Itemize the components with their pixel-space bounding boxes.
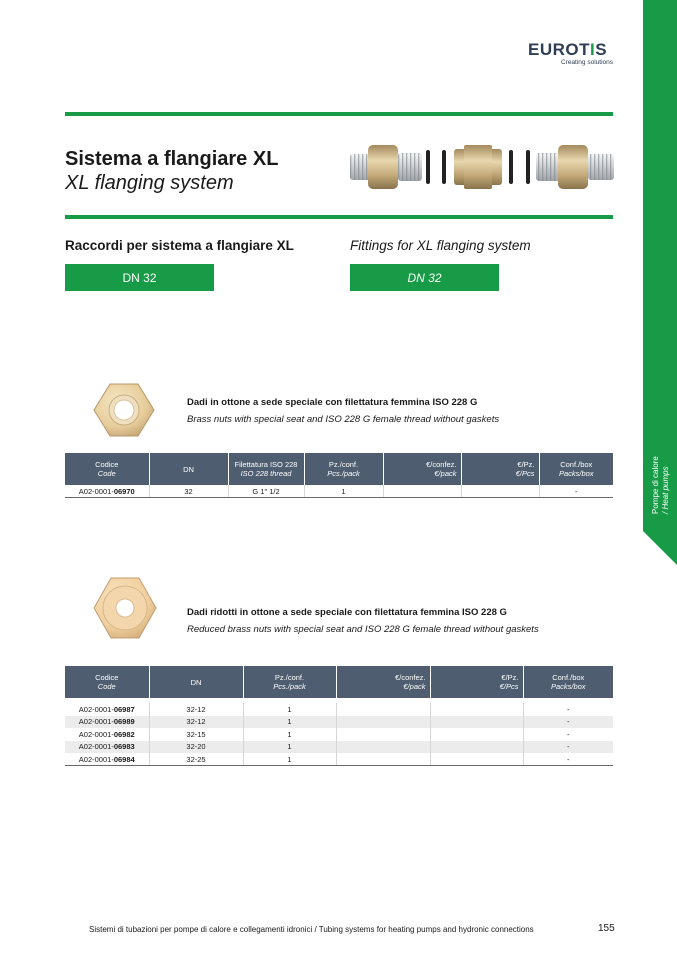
cell-price-pack — [336, 716, 430, 729]
cell-code: A02-0001-06982 — [65, 728, 149, 741]
table-row — [65, 753, 613, 766]
col-code: Codice Code — [65, 453, 149, 485]
col-packs-box: Conf./box Packs/box — [539, 453, 613, 485]
brand-logo — [528, 40, 618, 66]
table-row — [65, 485, 613, 498]
logo-wordmark: EUROTIS — [528, 40, 608, 59]
col-price-pcs: €/Pz. €/Pcs — [461, 453, 539, 485]
cell-price-pack — [336, 703, 430, 716]
table-row — [65, 728, 613, 741]
cell-dn: 32-25 — [149, 753, 243, 766]
cell-pcs: 1 — [243, 716, 336, 729]
side-category-label — [650, 444, 674, 516]
cell-code: A02-0001-06987 — [65, 703, 149, 716]
col-price-pack: €/confez. €/pack — [336, 666, 430, 698]
reduced-brass-nut-image — [92, 575, 158, 641]
cell-dn: 32-15 — [149, 728, 243, 741]
col-pcs-pack: Pz./conf. Pcs./pack — [304, 453, 383, 485]
cell-pcs: 1 — [304, 485, 383, 498]
cell-price-pack — [336, 728, 430, 741]
col-dn: DN — [149, 453, 228, 485]
cell-price-pack — [383, 485, 461, 498]
cell-price-pcs — [430, 728, 523, 741]
col-packs-box: Conf./box Packs/box — [523, 666, 613, 698]
product1-description-it: Dadi in ottone a sede speciale con filettatura femmina ISO 228 G — [187, 397, 478, 408]
col-thread: Filettatura ISO 228 ISO 228 thread — [228, 453, 304, 485]
cell-price-pack — [336, 741, 430, 754]
cell-pcs: 1 — [243, 741, 336, 754]
cell-price-pcs — [461, 485, 539, 498]
col-price-pcs: €/Pz. €/Pcs — [430, 666, 523, 698]
dn-badge-it: DN 32 — [65, 264, 214, 291]
col-dn: DN — [149, 666, 243, 698]
flanging-system-image — [346, 137, 618, 197]
product2-description-it: Dadi ridotti in ottone a sede speciale con filettatura femmina ISO 228 G — [187, 607, 507, 618]
col-code: Codice Code — [65, 666, 149, 698]
cell-box: - — [567, 704, 570, 714]
product1-table — [65, 453, 613, 498]
cell-dn: 32-20 — [149, 741, 243, 754]
cell-price-pcs — [430, 716, 523, 729]
brass-nut-image — [92, 380, 156, 440]
cell-box: - — [523, 716, 613, 729]
cell-code: A02-0001-06984 — [65, 753, 149, 766]
top-divider — [65, 112, 613, 116]
table-header-row — [65, 666, 613, 698]
cell-dn: 32-12 — [149, 703, 243, 716]
product2-description-en: Reduced brass nuts with special seat and ISO 228 G female thread without gaskets — [187, 624, 539, 635]
cell-dn: 32-12 — [149, 716, 243, 729]
page-footer: Sistemi di tubazioni per pompe di calore e collegamenti idronici / Tubing systems for heating pumps and hydronic connections — [89, 925, 534, 934]
side-label-it: Pompe di calore — [651, 456, 660, 514]
page-number: 155 — [598, 923, 615, 934]
dn-badge-en: DN 32 — [350, 264, 499, 291]
product2-table — [65, 666, 613, 766]
cell-price-pcs — [430, 753, 523, 766]
cell-box: - — [567, 729, 570, 739]
cell-pcs: 1 — [243, 703, 336, 716]
cell-box: - — [539, 485, 613, 498]
table-row — [65, 703, 613, 716]
cell-price-pcs — [430, 741, 523, 754]
cell-pcs: 1 — [243, 753, 336, 766]
cell-code: A02-0001-06983 — [65, 741, 149, 754]
cell-thread: G 1" 1/2 — [228, 485, 304, 498]
table-header-row — [65, 453, 613, 485]
col-pcs-pack: Pz./conf. Pcs./pack — [243, 666, 336, 698]
cell-dn: 32 — [149, 485, 228, 498]
logo-tagline: Creating solutions — [560, 59, 613, 66]
page-title-it: Sistema a flangiare XL — [65, 148, 279, 170]
cell-code: A02-0001-06970 — [65, 485, 149, 498]
cell-box: - — [523, 741, 613, 754]
cell-box: - — [523, 753, 613, 766]
table-row — [65, 741, 613, 754]
side-label-en: / Heat pumps — [661, 466, 670, 514]
cell-code: A02-0001-06989 — [65, 716, 149, 729]
cell-price-pcs — [430, 703, 523, 716]
section-subtitle-en: Fittings for XL flanging system — [350, 238, 531, 253]
section-subtitle-it: Raccordi per sistema a flangiare XL — [65, 238, 294, 253]
cell-pcs: 1 — [243, 728, 336, 741]
page-title-en: XL flanging system — [65, 172, 234, 194]
title-divider — [65, 215, 613, 219]
col-price-pack: €/confez. €/pack — [383, 453, 461, 485]
table-row — [65, 716, 613, 729]
cell-price-pack — [336, 753, 430, 766]
product1-description-en: Brass nuts with special seat and ISO 228 G female thread without gaskets — [187, 414, 500, 425]
